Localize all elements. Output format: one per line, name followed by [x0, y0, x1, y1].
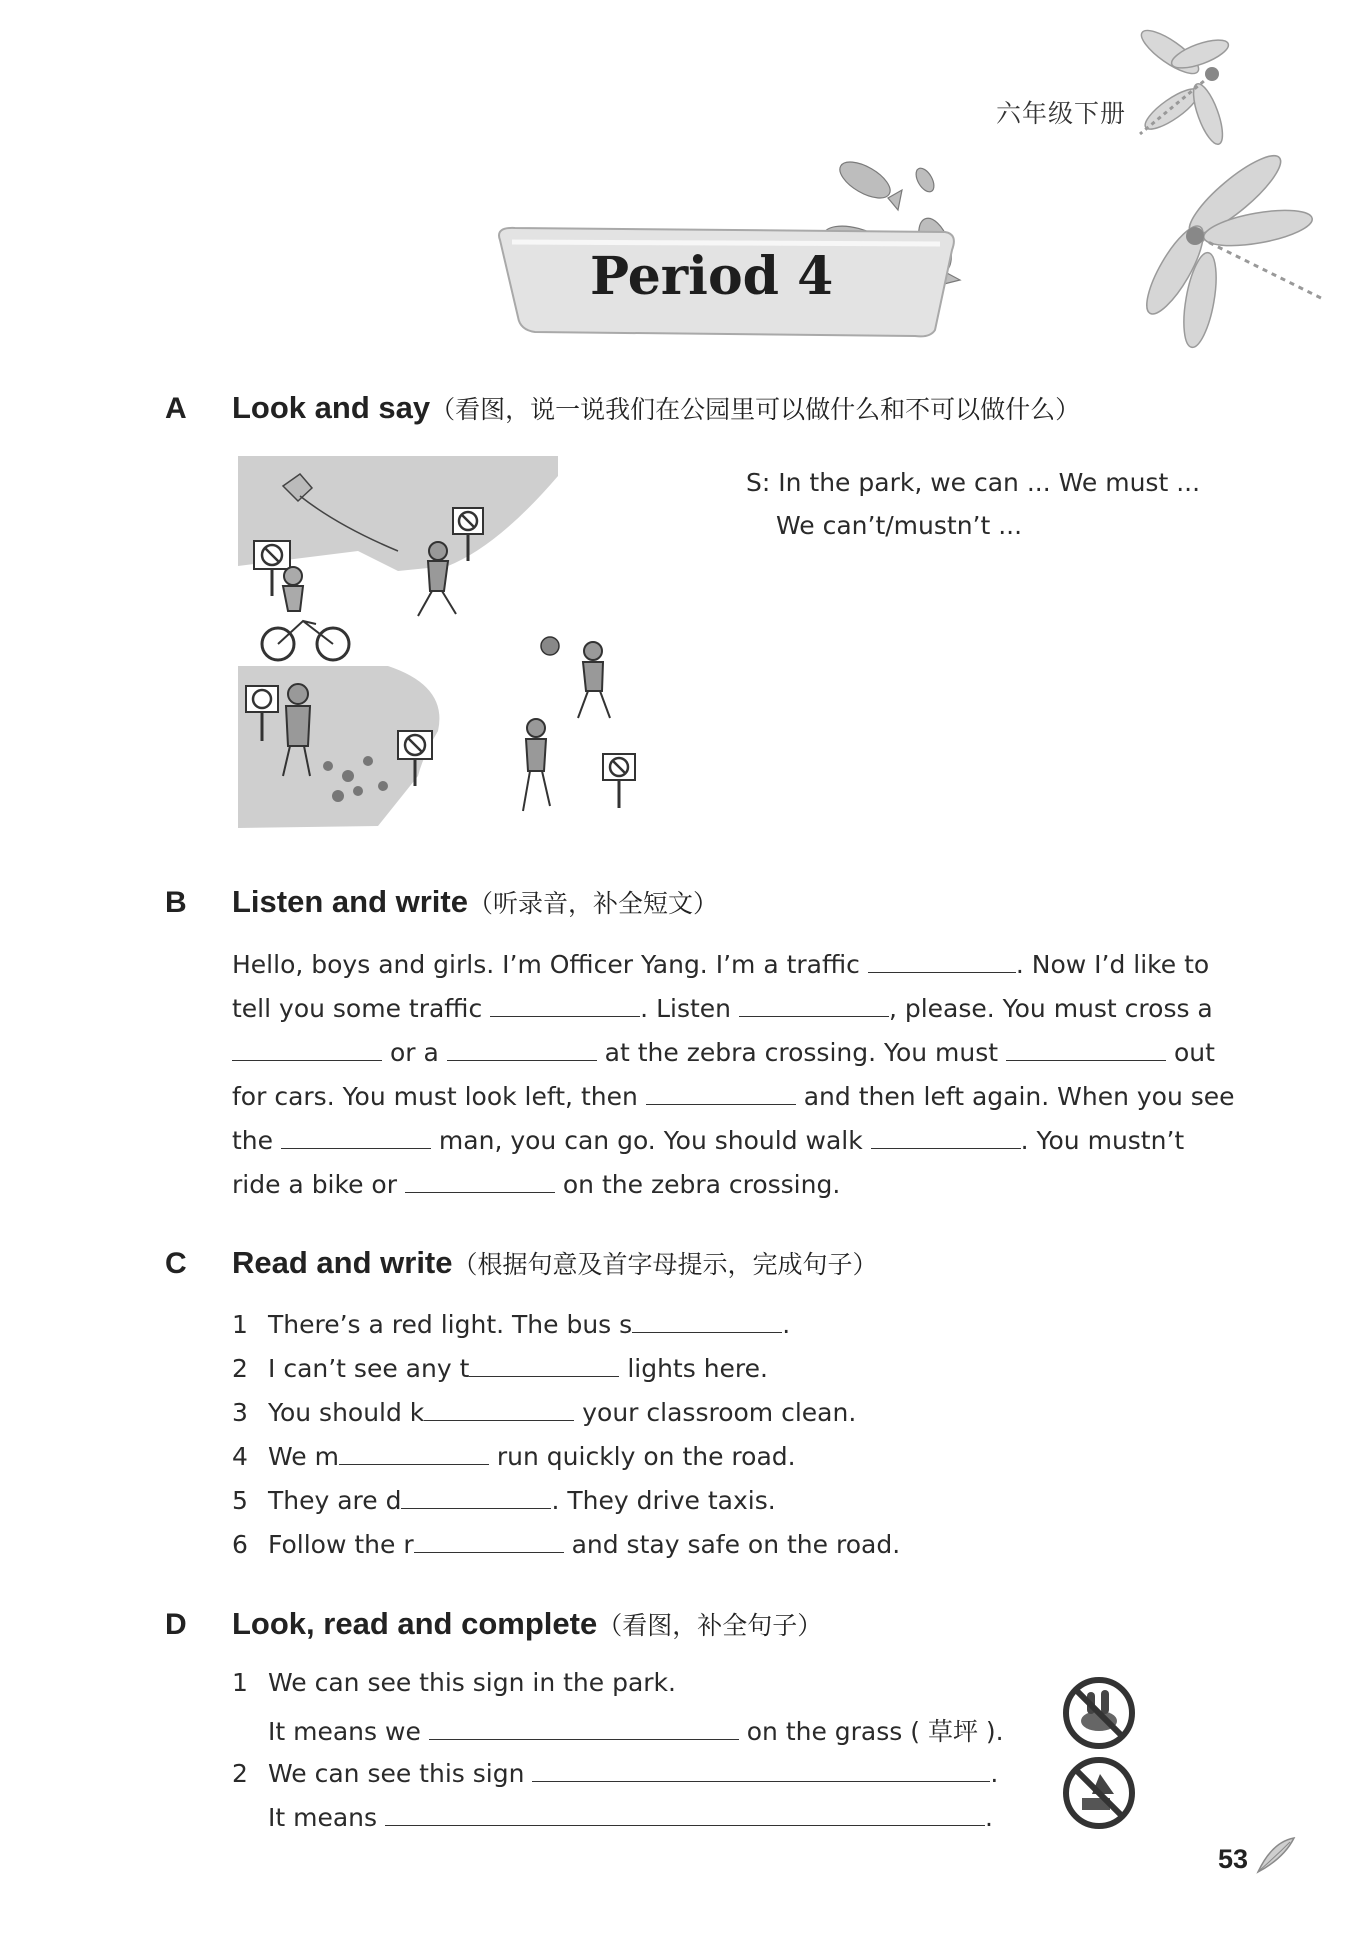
no-cycling-icon: [262, 567, 349, 660]
answer-blank[interactable]: [232, 1036, 382, 1061]
answer-blank[interactable]: [532, 1757, 990, 1782]
section-d-title-cn: （看图，补全句子）: [597, 1611, 823, 1640]
dragonfly-icon: [1140, 150, 1330, 360]
answer-blank[interactable]: [871, 1124, 1021, 1149]
answer-blank[interactable]: [490, 992, 640, 1017]
answer-blank[interactable]: [632, 1308, 782, 1333]
answer-blank[interactable]: [405, 1168, 555, 1193]
answer-blank[interactable]: [339, 1440, 489, 1465]
section-c-item-5: 5 They are d . They drive taxis.: [232, 1486, 776, 1515]
answer-blank[interactable]: [429, 1715, 739, 1740]
answer-blank[interactable]: [414, 1528, 564, 1553]
answer-blank[interactable]: [739, 992, 889, 1017]
section-b-title-cn: （听录音，补全短文）: [467, 889, 718, 918]
section-c-item-6: 6 Follow the r and stay safe on the road.: [232, 1530, 901, 1559]
section-b-title-en: Listen and write: [232, 884, 468, 919]
answer-blank[interactable]: [868, 948, 1016, 973]
page-number: 53: [1218, 1844, 1249, 1874]
section-a-title-en: Look and say: [232, 390, 431, 425]
no-walking-on-grass-icon: [1062, 1676, 1136, 1750]
grade-label: 六年级下册: [996, 99, 1127, 128]
section-c-letter: C: [165, 1247, 187, 1280]
page-title: Period 4: [590, 246, 834, 307]
section-d-title-en: Look, read and complete: [232, 1606, 598, 1641]
section-d-item-1-line-1: 1 We can see this sign in the park.: [232, 1668, 676, 1697]
answer-blank[interactable]: [646, 1080, 796, 1105]
section-b-line-3: or a at the zebra crossing. You must out: [232, 1036, 1215, 1067]
answer-blank[interactable]: [447, 1036, 597, 1061]
section-b-title: [232, 884, 718, 920]
answer-blank[interactable]: [469, 1352, 619, 1377]
answer-blank[interactable]: [385, 1801, 985, 1826]
section-b-line-4: for cars. You must look left, then and then left again. When you see: [232, 1082, 1235, 1111]
section-b-line-5: the man, you can go. You should walk . You mustn’t: [232, 1126, 1185, 1155]
section-d-title: [232, 1606, 822, 1642]
section-c-item-4: 4 We m run quickly on the road.: [232, 1442, 796, 1471]
section-c-title-cn: （根据句意及首字母提示，完成句子）: [452, 1250, 878, 1279]
section-b-line-2: tell you some traffic . Listen , please. You must cross a: [232, 994, 1213, 1023]
section-d-item-2-line-1: 2 We can see this sign .: [232, 1759, 999, 1788]
section-b-line-6: ride a bike or on the zebra crossing.: [232, 1170, 841, 1199]
section-c-title-en: Read and write: [232, 1245, 453, 1280]
answer-blank[interactable]: [1006, 1036, 1166, 1061]
answer-blank[interactable]: [424, 1396, 574, 1421]
section-c-title: [232, 1245, 878, 1281]
section-d-item-2-line-2: It means .: [268, 1803, 993, 1832]
section-a-title-cn: （看图，说一说我们在公园里可以做什么和不可以做什么）: [430, 395, 1081, 424]
section-d-letter: D: [165, 1608, 187, 1641]
section-b-letter: B: [165, 886, 187, 919]
no-ball-games-icon: [603, 754, 635, 808]
leaf-icon: [1254, 1836, 1296, 1876]
no-picnic-icon: [1062, 1756, 1136, 1830]
section-a-speech-line2: We can’t/mustn’t ...: [776, 511, 1023, 540]
answer-blank[interactable]: [281, 1124, 431, 1149]
section-c-item-2: 2 I can’t see any t lights here.: [232, 1354, 768, 1383]
section-b-line-1: Hello, boys and girls. I’m Officer Yang. I’m a traffic . Now I’d like to: [232, 950, 1210, 979]
section-c-item-1: 1 There’s a red light. The bus s .: [232, 1310, 791, 1339]
dragonfly-icon: [1130, 14, 1260, 164]
section-a-title: [232, 390, 1080, 426]
answer-blank[interactable]: [401, 1484, 551, 1509]
section-d-item-1-line-2: It means we on the grass ( 草坪 ).: [268, 1717, 1004, 1746]
park-illustration: [238, 456, 658, 832]
section-a-letter: A: [165, 392, 187, 425]
section-a-speech-line1: S: In the park, we can ... We must ...: [746, 468, 1201, 497]
section-c-item-3: 3 You should k your classroom clean.: [232, 1398, 857, 1427]
